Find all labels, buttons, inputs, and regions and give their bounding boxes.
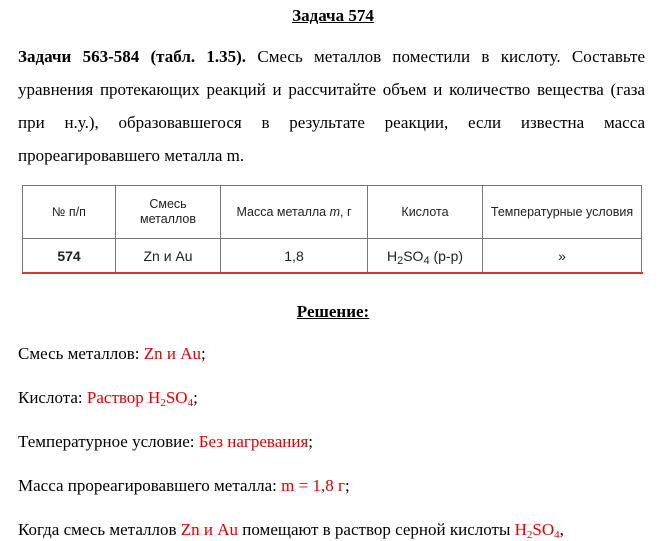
header-temp: Температурные условия xyxy=(483,186,642,239)
reaction-text-a: Когда смесь металлов xyxy=(18,520,181,539)
temp-label: Температурное условие: xyxy=(18,432,199,451)
table-underline xyxy=(22,272,643,274)
reaction-line xyxy=(18,520,564,540)
temp-line xyxy=(18,432,313,452)
parameters-table xyxy=(22,185,642,273)
mix-end: ; xyxy=(200,344,206,363)
acid-value-b: SO xyxy=(165,388,188,407)
acid-line xyxy=(18,388,198,408)
cell-temp: » xyxy=(483,239,642,273)
mass-end: ; xyxy=(344,476,350,495)
mass-value: m = 1,8 г xyxy=(281,476,345,495)
mass-line xyxy=(18,476,350,496)
reaction-metals: Zn и Au xyxy=(180,520,239,539)
header-acid: Кислота xyxy=(368,186,483,239)
acid-label: Кислота: xyxy=(18,388,87,407)
cell-mix: Zn и Au xyxy=(116,239,221,273)
acid-end: ; xyxy=(193,388,198,407)
reaction-text-b: помещают в раствор серной кислоты xyxy=(238,520,515,539)
acid-sub-1: 2 xyxy=(397,254,404,267)
task-title: Задача 574 xyxy=(292,6,374,25)
header-num: № п/п xyxy=(23,186,116,239)
solution-heading: Решение: xyxy=(296,302,370,321)
task-statement xyxy=(18,40,645,172)
mass-label: Масса прореагировавшего металла: xyxy=(18,476,282,495)
acid-so: SO xyxy=(403,247,424,264)
cell-num: 574 xyxy=(23,239,116,273)
header-mass-symbol: m xyxy=(329,204,340,219)
reaction-end: , xyxy=(559,520,564,539)
mix-label: Смесь металлов: xyxy=(18,344,144,363)
task-range: Задачи 563-584 (табл. 1.35). xyxy=(18,47,247,66)
cell-acid xyxy=(368,239,483,273)
acid-value-sub-1: 2 xyxy=(160,397,166,409)
acid-value-a: Раствор H xyxy=(86,388,161,407)
temp-value: Без нагревания xyxy=(198,432,309,451)
temp-end: ; xyxy=(308,432,314,451)
task-text: Смесь металлов поместили в кислоту. Составьте уравнения протекающих реакций и рассчитайте объем и количество вещества (газа при н.у.), образовавшегося в результате реакции, если известна масса прореагировавшего металла m. xyxy=(18,47,645,165)
reaction-acid-sub-2: 4 xyxy=(554,529,560,541)
header-mass-unit: , г xyxy=(340,204,352,219)
reaction-acid-sub-1: 2 xyxy=(526,529,533,541)
cell-mass: 1,8 xyxy=(221,239,368,273)
mix-value: Zn и Au xyxy=(143,344,201,363)
acid-h: H xyxy=(386,247,398,264)
header-mass xyxy=(221,186,368,239)
acid-value-sub-2: 4 xyxy=(187,397,194,409)
table-header-row xyxy=(23,186,642,239)
header-mix: Смесь металлов xyxy=(116,186,221,239)
reaction-acid-b: SO xyxy=(532,520,555,539)
reaction-acid xyxy=(515,520,560,539)
acid-value xyxy=(87,388,193,407)
acid-state: (р-р) xyxy=(429,247,464,264)
table-row xyxy=(23,239,642,273)
acid-sub-2: 4 xyxy=(423,254,430,267)
header-mass-label: Масса металла xyxy=(236,204,330,219)
reaction-acid-a: H xyxy=(514,520,527,539)
mix-line xyxy=(18,344,206,364)
